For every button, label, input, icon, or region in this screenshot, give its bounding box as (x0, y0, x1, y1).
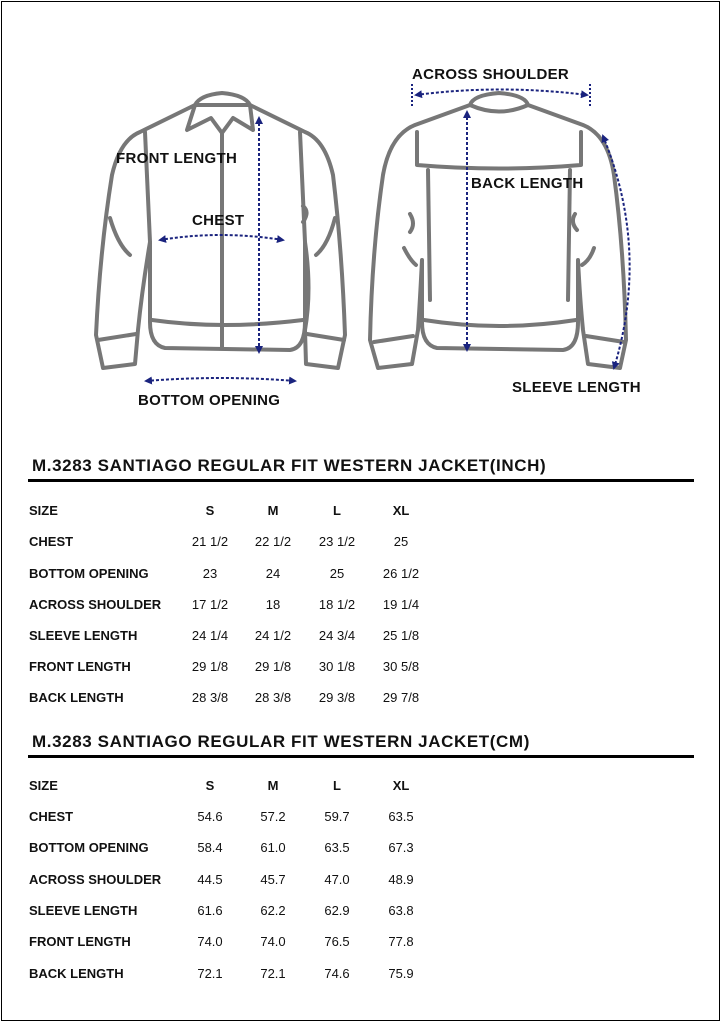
table-row (0, 628, 723, 646)
size-header: SIZE (29, 503, 58, 518)
table-header-row (0, 778, 723, 796)
cm-table-title: M.3283 SANTIAGO REGULAR FIT WESTERN JACKET(CM) (32, 732, 530, 751)
cm-table-rule (28, 755, 694, 758)
size-xl: XL (392, 778, 410, 793)
table-cell: 63.5 (388, 809, 414, 824)
table-cell: 29 1/8 (254, 659, 292, 674)
table-cell: 17 1/2 (191, 597, 229, 612)
across-shoulder-label: ACROSS SHOULDER (412, 66, 570, 83)
back-jacket-drawing (370, 93, 626, 368)
row-label: ACROSS SHOULDER (29, 872, 162, 887)
bottom-opening-arrow (146, 378, 295, 381)
table-cell: 63.5 (324, 840, 350, 855)
table-cell: 30 5/8 (382, 659, 420, 674)
row-label: BOTTOM OPENING (29, 840, 149, 855)
size-s: S (205, 503, 215, 518)
table-row (0, 566, 723, 584)
table-row (0, 903, 723, 921)
table-cell: 74.0 (260, 934, 286, 949)
table-cell: 25 (329, 566, 345, 581)
measure-arrows (146, 90, 630, 382)
table-row (0, 934, 723, 952)
size-s: S (205, 778, 215, 793)
row-label: FRONT LENGTH (29, 659, 131, 674)
back-length-label: BACK LENGTH (471, 175, 584, 192)
front-jacket-drawing (96, 93, 345, 368)
row-label: CHEST (29, 534, 74, 549)
table-cell: 72.1 (260, 966, 286, 981)
inch-table-rule (28, 479, 694, 482)
table-cell: 63.8 (388, 903, 414, 918)
size-l: L (333, 503, 341, 518)
table-cell: 75.9 (388, 966, 414, 981)
size-m: M (267, 778, 279, 793)
size-xl: XL (392, 503, 410, 518)
table-cell: 26 1/2 (382, 566, 420, 581)
table-cell: 76.5 (324, 934, 350, 949)
row-label: ACROSS SHOULDER (29, 597, 162, 612)
table-cell: 61.6 (197, 903, 223, 918)
table-cell: 44.5 (197, 872, 223, 887)
table-cell: 25 1/8 (382, 628, 420, 643)
table-header-row (0, 503, 723, 521)
table-row (0, 872, 723, 890)
row-label: BACK LENGTH (29, 966, 124, 981)
table-row (0, 690, 723, 708)
table-cell: 18 1/2 (318, 597, 356, 612)
row-label: CHEST (29, 809, 74, 824)
table-cell: 28 3/8 (254, 690, 292, 705)
table-cell: 23 1/2 (318, 534, 356, 549)
table-row (0, 966, 723, 984)
table-cell: 61.0 (260, 840, 286, 855)
row-label: SLEEVE LENGTH (29, 903, 138, 918)
table-cell: 77.8 (388, 934, 414, 949)
table-cell: 62.9 (324, 903, 350, 918)
table-cell: 47.0 (324, 872, 350, 887)
size-m: M (267, 503, 279, 518)
table-row (0, 534, 723, 552)
row-label: FRONT LENGTH (29, 934, 131, 949)
front-length-label: FRONT LENGTH (116, 150, 238, 167)
table-cell: 25 (393, 534, 409, 549)
table-row (0, 840, 723, 858)
table-cell: 30 1/8 (318, 659, 356, 674)
chest-label: CHEST (192, 212, 245, 229)
table-cell: 58.4 (197, 840, 223, 855)
table-cell: 24 1/4 (191, 628, 229, 643)
jacket-measurement-diagram (0, 0, 723, 430)
table-cell: 18 (265, 597, 281, 612)
table-cell: 48.9 (388, 872, 414, 887)
table-cell: 29 7/8 (382, 690, 420, 705)
table-cell: 62.2 (260, 903, 286, 918)
table-cell: 21 1/2 (191, 534, 229, 549)
bottom-opening-label: BOTTOM OPENING (138, 392, 281, 409)
table-cell: 19 1/4 (382, 597, 420, 612)
sleeve-length-label: SLEEVE LENGTH (512, 379, 641, 396)
table-cell: 22 1/2 (254, 534, 292, 549)
row-label: BACK LENGTH (29, 690, 124, 705)
table-cell: 24 (265, 566, 281, 581)
table-cell: 74.0 (197, 934, 223, 949)
table-cell: 54.6 (197, 809, 223, 824)
table-cell: 45.7 (260, 872, 286, 887)
size-header: SIZE (29, 778, 58, 793)
table-cell: 29 1/8 (191, 659, 229, 674)
row-label: SLEEVE LENGTH (29, 628, 138, 643)
table-cell: 74.6 (324, 966, 350, 981)
table-cell: 72.1 (197, 966, 223, 981)
row-label: BOTTOM OPENING (29, 566, 149, 581)
table-cell: 29 3/8 (318, 690, 356, 705)
table-cell: 24 1/2 (254, 628, 292, 643)
table-cell: 67.3 (388, 840, 414, 855)
table-cell: 59.7 (324, 809, 350, 824)
table-row (0, 659, 723, 677)
size-l: L (333, 778, 341, 793)
table-cell: 23 (202, 566, 218, 581)
table-row (0, 597, 723, 615)
table-row (0, 809, 723, 827)
table-cell: 57.2 (260, 809, 286, 824)
table-cell: 24 3/4 (318, 628, 356, 643)
table-cell: 28 3/8 (191, 690, 229, 705)
inch-table-title: M.3283 SANTIAGO REGULAR FIT WESTERN JACKET(INCH) (32, 456, 547, 475)
